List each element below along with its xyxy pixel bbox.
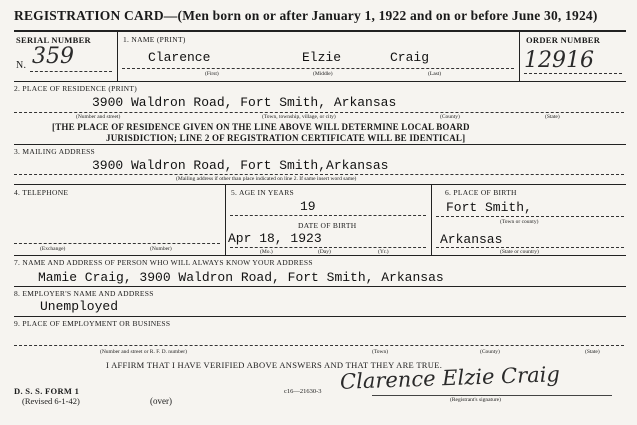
middle-name: Elzie (302, 50, 342, 65)
revised-date: (Revised 6-1-42) (22, 396, 80, 406)
last-caption: (Last) (428, 71, 442, 77)
age-label: 5. AGE IN YEARS (231, 188, 294, 197)
residence-value: 3900 Waldron Road, Fort Smith, Arkansas (92, 95, 397, 110)
employment-town-caption: (Town) (372, 349, 389, 355)
row-rule (14, 184, 626, 185)
name-line (122, 68, 514, 69)
top-rule (14, 30, 626, 32)
exchange-caption: (Exchange) (40, 246, 66, 252)
mailing-label: 3. MAILING ADDRESS (14, 147, 96, 156)
residence-street-caption: (Number and street) (76, 114, 121, 120)
contact-value: Mamie Craig, 3900 Waldron Road, Fort Smith, Arkansas (38, 270, 444, 285)
serial-label: SERIAL NUMBER (16, 35, 91, 45)
yr-caption: (Yr.) (378, 249, 389, 255)
residence-line (14, 112, 624, 113)
age-line (230, 215, 426, 216)
mailing-value: 3900 Waldron Road, Fort Smith,Arkansas (92, 158, 389, 173)
birth-town-line (436, 216, 624, 217)
row-rule (14, 316, 626, 317)
first-caption: (First) (205, 71, 219, 77)
birth-state: Arkansas (440, 232, 503, 247)
age-value: 19 (300, 199, 316, 214)
over-note: (over) (150, 396, 172, 406)
order-label: ORDER NUMBER (526, 35, 601, 45)
employment-line (14, 345, 624, 346)
print-code: c16—21630-3 (284, 388, 322, 395)
telephone-label: 4. TELEPHONE (14, 188, 69, 197)
first-name: Clarence (148, 50, 211, 65)
mailing-caption: (Mailing address if other than place indicated on line 2. If same insert word same) (176, 176, 357, 182)
mailing-line (14, 174, 624, 175)
birth-town-caption: (Town or county) (500, 219, 539, 225)
dob-line (230, 247, 426, 248)
signature-line (372, 395, 612, 396)
serial-line (30, 71, 112, 72)
employment-county-caption: (County) (480, 349, 500, 355)
birthplace-label: 6. PLACE OF BIRTH (445, 188, 517, 197)
residence-state-caption: (State) (545, 114, 560, 120)
serial-number: 359 (32, 44, 74, 69)
row-rule (14, 286, 626, 287)
middle-caption: (Middle) (313, 71, 333, 77)
jurisdiction-notice-line1: [THE PLACE OF RESIDENCE GIVEN ON THE LINE ABOVE WILL DETERMINE LOCAL BOARD (52, 122, 470, 132)
employer-value: Unemployed (40, 299, 119, 314)
affirmation: I AFFIRM THAT I HAVE VERIFIED ABOVE ANSWERS AND THAT THEY ARE TRUE. (106, 360, 443, 370)
divider (117, 31, 118, 81)
residence-county-caption: (County) (440, 114, 460, 120)
order-line (524, 73, 622, 74)
divider (519, 31, 520, 81)
jurisdiction-notice-line2: JURISDICTION; LINE 2 OF REGISTRATION CERTIFICATE WILL BE IDENTICAL] (106, 133, 466, 143)
employment-label: 9. PLACE OF EMPLOYMENT OR BUSINESS (14, 319, 171, 328)
employer-label: 8. EMPLOYER'S NAME AND ADDRESS (14, 289, 154, 298)
number-caption: (Number) (150, 246, 172, 252)
contact-label: 7. NAME AND ADDRESS OF PERSON WHO WILL ALWAYS KNOW YOUR ADDRESS (14, 258, 313, 267)
signature-caption: (Registrant's signature) (450, 397, 501, 403)
birth-state-line (436, 247, 624, 248)
day-caption: (Day) (318, 249, 331, 255)
serial-prefix: N. (16, 60, 27, 71)
divider (431, 185, 432, 255)
registrant-signature: Clarence Elzie Craig (339, 362, 561, 394)
dob-label: DATE OF BIRTH (298, 221, 357, 230)
row-rule (14, 144, 626, 145)
name-label: 1. NAME (PRINT) (123, 35, 186, 44)
telephone-line (14, 243, 220, 244)
card-title: REGISTRATION CARD—(Men born on or after January 1, 1922 and on or before June 30, 1924) (14, 8, 598, 23)
dob-value: Apr 18, 1923 (228, 231, 322, 246)
order-number: 12916 (524, 48, 594, 73)
form-number: D. S. S. FORM 1 (14, 386, 80, 396)
residence-town-caption: (Town, township, village, or city) (262, 114, 336, 120)
mo-caption: (Mo.) (260, 249, 273, 255)
row-rule (14, 255, 626, 256)
last-name: Craig (390, 50, 430, 65)
birth-town: Fort Smith, (446, 200, 532, 215)
employment-street-caption: (Number and street or R. F. D. number) (100, 349, 187, 355)
employment-state-caption: (State) (585, 349, 600, 355)
divider (225, 185, 226, 255)
row-rule (14, 81, 626, 82)
residence-label: 2. PLACE OF RESIDENCE (PRINT) (14, 84, 138, 93)
birth-state-caption: (State or country) (500, 249, 539, 255)
